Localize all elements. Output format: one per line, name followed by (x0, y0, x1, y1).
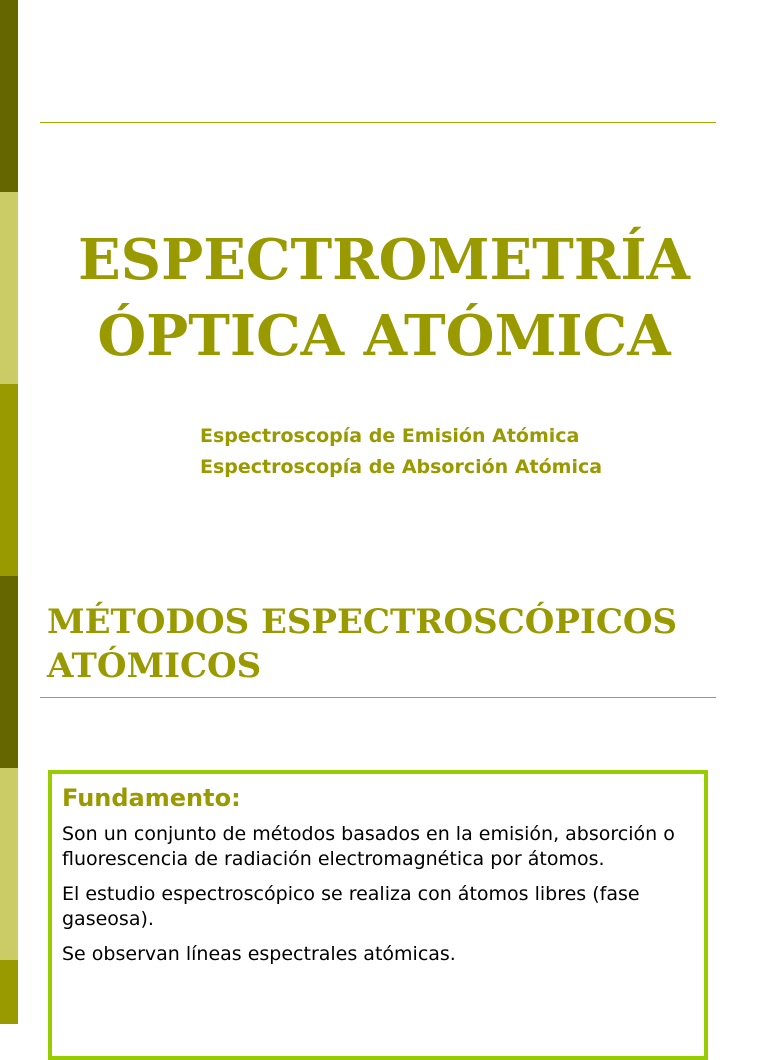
side-bar-segment (0, 0, 18, 192)
side-bar-segment (0, 192, 18, 384)
slide2-title (47, 600, 747, 688)
slide2-title-line1: MÉTODOS ESPECTROSCÓPICOS (47, 602, 678, 642)
top-rule (40, 122, 716, 123)
slide1-title (20, 222, 748, 374)
fundamento-box (48, 770, 708, 1060)
slide2-title-line2: ATÓMICOS (47, 646, 262, 686)
box-heading: Fundamento: (62, 784, 241, 812)
box-paragraph: El estudio espectroscópico se realiza con átomos libres (fase gaseosa). (62, 883, 640, 930)
section-rule (40, 697, 716, 698)
side-bar-segment (0, 384, 18, 576)
side-bar-segment (0, 960, 18, 1024)
slide1-title-line2: ÓPTICA ATÓMICA (97, 303, 671, 369)
side-bar-segment (0, 576, 18, 768)
box-paragraph: Son un conjunto de métodos basados en la emisión, absorción o fluorescencia de radiación electromagnética por átomos. (62, 823, 675, 870)
side-bar-segment (0, 768, 18, 960)
slide1-title-line1: ESPECTROMETRÍA (77, 227, 690, 293)
subtitle-absorption: Espectroscopía de Absorción Atómica (200, 456, 603, 478)
side-bar (0, 0, 18, 1024)
box-paragraph: Se observan líneas espectrales atómicas. (62, 943, 456, 965)
subtitle-emission: Espectroscopía de Emisión Atómica (200, 425, 580, 447)
